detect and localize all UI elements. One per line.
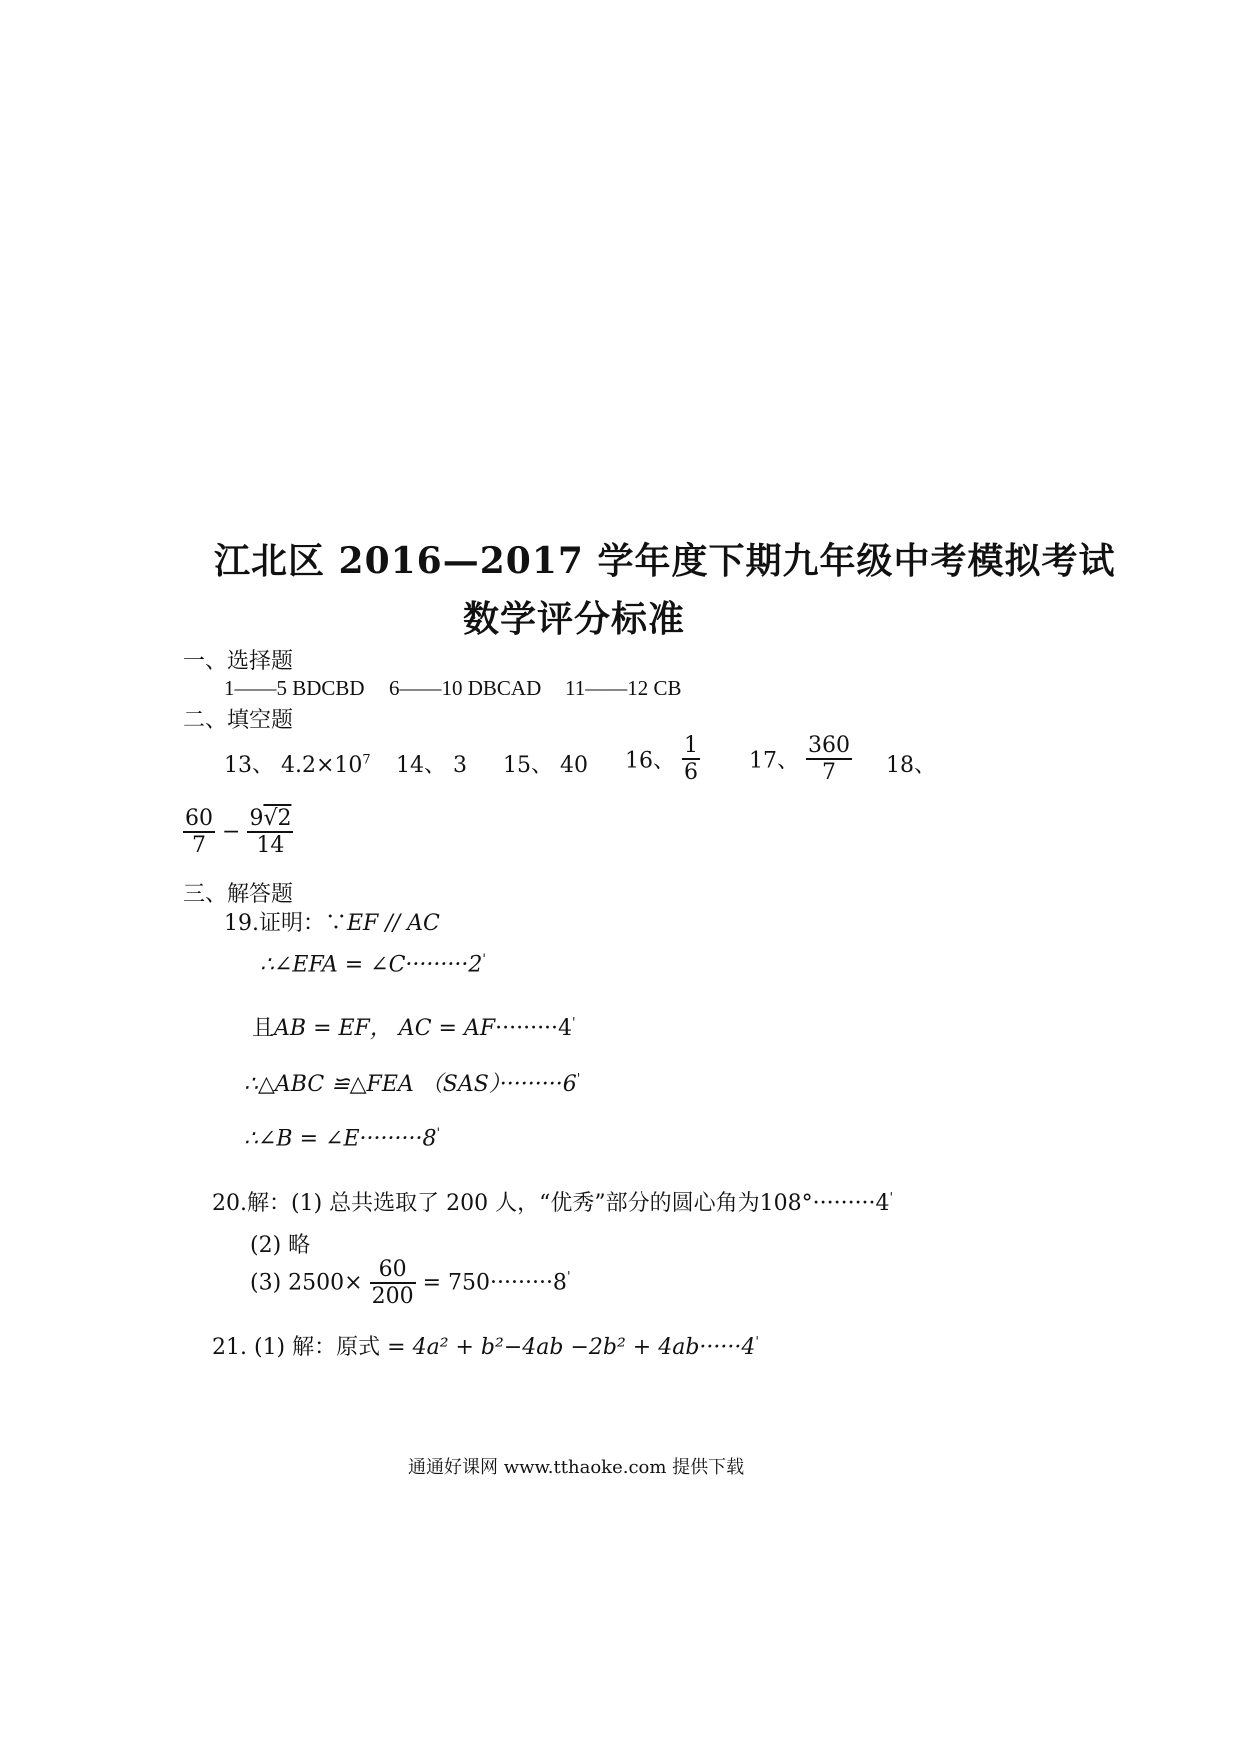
q18-f1-denominator: 7 bbox=[183, 831, 215, 858]
q21-line1-prefix: 21. (1) 解：原式 = bbox=[212, 1335, 406, 1360]
q19-line-5 bbox=[244, 1126, 440, 1151]
q20-line-3 bbox=[250, 1257, 571, 1309]
q16-denominator: 6 bbox=[684, 760, 698, 785]
answer-14: 14、 3 bbox=[396, 753, 467, 778]
q20-line3-suffix: = 750·········8 bbox=[422, 1270, 567, 1296]
q19-mark-5: ' bbox=[436, 1126, 441, 1141]
q13-label: 13、 bbox=[224, 753, 274, 778]
section-heading-solve: 三、解答题 bbox=[183, 882, 294, 907]
q16-numerator: 1 bbox=[684, 733, 698, 758]
q19-mark-2: ' bbox=[482, 952, 486, 967]
q20-line-1 bbox=[212, 1186, 893, 1217]
q18-f2-denominator: 14 bbox=[247, 831, 293, 858]
q19-line-2 bbox=[260, 952, 486, 977]
answer-13 bbox=[224, 748, 371, 779]
q21-line1-math: 4a² + b²−4ab −2b² + 4ab······4 bbox=[412, 1335, 756, 1360]
q20-denominator: 200 bbox=[371, 1284, 414, 1309]
q19-line3-suffix: ·········4 bbox=[495, 1016, 573, 1041]
q17-denominator: 7 bbox=[806, 758, 852, 785]
q20-line1-text: 20.解：(1) 总共选取了 200 人，“优秀”部分的圆心角为108°·········4 bbox=[212, 1191, 890, 1216]
q19-line-3 bbox=[252, 1011, 576, 1042]
q19-line5-text: ∴∠B = ∠E·········8 bbox=[244, 1126, 437, 1152]
q17-label: 17、 bbox=[749, 748, 799, 774]
q18-f2-numerator bbox=[247, 806, 293, 831]
q20-line-2: (2) 略 bbox=[250, 1233, 311, 1258]
q18-f1-numerator: 60 bbox=[185, 806, 213, 831]
q16-label: 16、 bbox=[625, 748, 675, 774]
q17-fraction bbox=[806, 733, 852, 785]
q20-mark-1: ' bbox=[889, 1190, 894, 1206]
q18-fraction-1 bbox=[183, 806, 215, 858]
q20-numerator: 60 bbox=[378, 1257, 407, 1282]
q13-exponent: 7 bbox=[362, 752, 371, 768]
q19-line4-text: ∴△ABC ≌△FEA （SAS）·········6 bbox=[244, 1072, 577, 1097]
q18-f2-root: √2 bbox=[263, 806, 292, 831]
q18-label: 18、 bbox=[886, 753, 936, 778]
q19-line3-prefix: 且 bbox=[252, 1016, 275, 1041]
page-title: 江北区 2016—2017 学年度下期九年级中考模拟考试 bbox=[214, 540, 1116, 582]
q17-numerator: 360 bbox=[808, 733, 850, 758]
q20-fraction bbox=[370, 1257, 416, 1309]
q21-line-1 bbox=[212, 1330, 759, 1361]
q20-line3-prefix: (3) 2500× bbox=[250, 1270, 363, 1296]
q19-mark-4: ' bbox=[576, 1071, 581, 1087]
q13-answer: 4.2×10 bbox=[281, 753, 363, 778]
q19-line1-math: EF // AC bbox=[347, 911, 440, 936]
section-heading-fill: 二、填空题 bbox=[183, 708, 294, 733]
section-heading-choice: 一、选择题 bbox=[183, 649, 294, 674]
answer-15: 15、 40 bbox=[503, 753, 588, 778]
q16-fraction bbox=[682, 733, 700, 785]
choice-answers-11-12: 11——12 CB bbox=[565, 676, 682, 700]
q20-mark-3: ' bbox=[566, 1269, 571, 1285]
choice-answers-6-10: 6——10 DBCAD bbox=[389, 676, 542, 700]
answer-17 bbox=[749, 733, 852, 785]
page-subtitle: 数学评分标准 bbox=[463, 598, 686, 640]
q21-mark-1: ' bbox=[755, 1334, 759, 1350]
choice-answers-1-5: 1——5 BDCBD bbox=[224, 676, 365, 700]
q19-line1-prefix: 19.证明：∵ bbox=[224, 911, 347, 936]
q19-mark-3: ' bbox=[572, 1015, 576, 1031]
q18-fraction-2 bbox=[247, 806, 293, 858]
answer-16 bbox=[625, 733, 700, 785]
q18-f2-coef: 9 bbox=[249, 806, 264, 831]
answer-18 bbox=[183, 806, 293, 858]
page-footer: 通通好课网 www.tthaoke.com 提供下载 bbox=[408, 1457, 745, 1478]
q19-line-1 bbox=[224, 906, 440, 937]
q19-line3-math: AB = EF， AC = AF bbox=[274, 1016, 496, 1041]
q19-line2-text: ∴∠EFA = ∠C·········2 bbox=[260, 952, 483, 978]
q18-minus: − bbox=[222, 819, 241, 845]
q19-line-4 bbox=[244, 1067, 580, 1098]
